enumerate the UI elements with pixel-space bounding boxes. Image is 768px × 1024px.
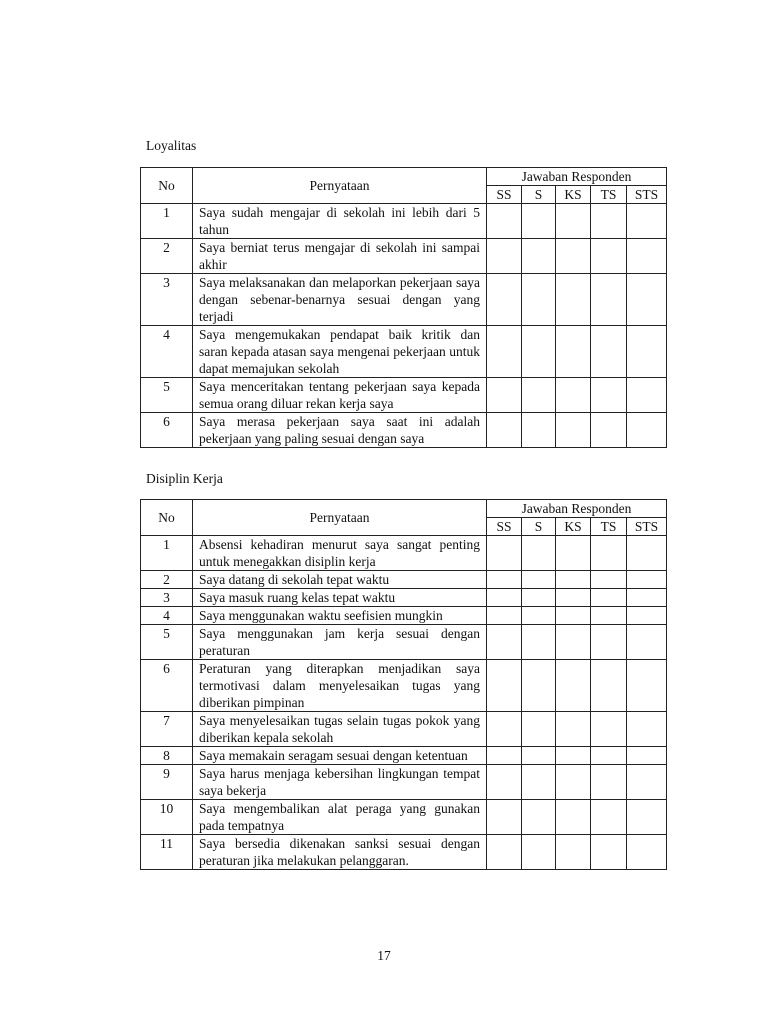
answer-cell-s[interactable]: [522, 625, 556, 660]
table-row: [141, 835, 667, 870]
answer-cell-ss[interactable]: [487, 536, 522, 571]
answer-cell-ts[interactable]: [591, 326, 627, 378]
answer-cell-ss[interactable]: [487, 765, 522, 800]
answer-cell-ss[interactable]: [487, 571, 522, 589]
answer-cell-ks[interactable]: [556, 536, 591, 571]
table-row: [141, 607, 667, 625]
answer-cell-ts[interactable]: [591, 835, 627, 870]
answer-cell-s[interactable]: [522, 835, 556, 870]
answer-cell-ss[interactable]: [487, 625, 522, 660]
answer-cell-sts[interactable]: [627, 835, 667, 870]
table-row: [141, 712, 667, 747]
answer-cell-ks[interactable]: [556, 326, 591, 378]
answer-cell-ts[interactable]: [591, 413, 627, 448]
answer-cell-s[interactable]: [522, 326, 556, 378]
row-number: 2: [141, 239, 193, 274]
answer-cell-ts[interactable]: [591, 607, 627, 625]
statement-text: Peraturan yang diterapkan menjadikan saya termotivasi dalam menyelesaikan tugas yang diberikan pimpinan: [193, 660, 487, 712]
statement-text: Saya memakain seragam sesuai dengan ketentuan: [193, 747, 487, 765]
answer-cell-s[interactable]: [522, 747, 556, 765]
answer-cell-ts[interactable]: [591, 800, 627, 835]
row-number: 11: [141, 835, 193, 870]
header-option-ss: SS: [487, 518, 522, 536]
answer-cell-ks[interactable]: [556, 571, 591, 589]
answer-cell-s[interactable]: [522, 274, 556, 326]
header-option-s: S: [522, 518, 556, 536]
row-number: 5: [141, 625, 193, 660]
answer-cell-s[interactable]: [522, 660, 556, 712]
answer-cell-sts[interactable]: [627, 800, 667, 835]
header-option-ts: TS: [591, 518, 627, 536]
answer-cell-ts[interactable]: [591, 536, 627, 571]
answer-cell-ts[interactable]: [591, 625, 627, 660]
statement-text: Saya harus menjaga kebersihan lingkungan tempat saya bekerja: [193, 765, 487, 800]
row-number: 6: [141, 413, 193, 448]
row-number: 2: [141, 571, 193, 589]
answer-cell-s[interactable]: [522, 589, 556, 607]
row-number: 4: [141, 326, 193, 378]
answer-cell-sts[interactable]: [627, 239, 667, 274]
header-no: No: [141, 500, 193, 536]
answer-cell-ks[interactable]: [556, 413, 591, 448]
table-row: [141, 571, 667, 589]
answer-cell-ss[interactable]: [487, 274, 522, 326]
table-row: [141, 239, 667, 274]
answer-cell-ts[interactable]: [591, 765, 627, 800]
answer-cell-sts[interactable]: [627, 413, 667, 448]
statement-text: Saya menyelesaikan tugas selain tugas pokok yang diberikan kepala sekolah: [193, 712, 487, 747]
answer-cell-s[interactable]: [522, 571, 556, 589]
statement-text: Absensi kehadiran menurut saya sangat penting untuk menegakkan disiplin kerja: [193, 536, 487, 571]
answer-cell-ks[interactable]: [556, 204, 591, 239]
header-option-ts: TS: [591, 186, 627, 204]
row-number: 9: [141, 765, 193, 800]
header-option-ks: KS: [556, 186, 591, 204]
answer-cell-sts[interactable]: [627, 274, 667, 326]
answer-cell-ks[interactable]: [556, 747, 591, 765]
disiplin-kerja-table: [140, 499, 667, 870]
answer-cell-ss[interactable]: [487, 747, 522, 765]
table-row: [141, 378, 667, 413]
answer-cell-sts[interactable]: [627, 625, 667, 660]
answer-cell-ks[interactable]: [556, 660, 591, 712]
statement-text: Saya menceritakan tentang pekerjaan saya kepada semua orang diluar rekan kerja saya: [193, 378, 487, 413]
statement-text: Saya melaksanakan dan melaporkan pekerjaan saya dengan sebenar-benarnya sesuai dengan yang terjadi: [193, 274, 487, 326]
answer-cell-ts[interactable]: [591, 712, 627, 747]
answer-cell-ks[interactable]: [556, 239, 591, 274]
table-row: [141, 413, 667, 448]
table-row: [141, 660, 667, 712]
row-number: 8: [141, 747, 193, 765]
statement-text: Saya mengemukakan pendapat baik kritik dan saran kepada atasan saya mengenai pekerjaan untuk dapat memajukan sekolah: [193, 326, 487, 378]
answer-cell-ss[interactable]: [487, 712, 522, 747]
answer-cell-ks[interactable]: [556, 625, 591, 660]
answer-cell-sts[interactable]: [627, 589, 667, 607]
answer-cell-s[interactable]: [522, 536, 556, 571]
row-number: 10: [141, 800, 193, 835]
header-option-sts: STS: [627, 186, 667, 204]
table-row: [141, 536, 667, 571]
table-row: [141, 625, 667, 660]
answer-cell-s[interactable]: [522, 413, 556, 448]
answer-cell-ks[interactable]: [556, 274, 591, 326]
answer-cell-s[interactable]: [522, 800, 556, 835]
answer-cell-s[interactable]: [522, 607, 556, 625]
row-number: 3: [141, 274, 193, 326]
table-row: [141, 747, 667, 765]
statement-text: Saya mengembalikan alat peraga yang gunakan pada tempatnya: [193, 800, 487, 835]
header-no: No: [141, 168, 193, 204]
answer-cell-ts[interactable]: [591, 571, 627, 589]
header-option-s: S: [522, 186, 556, 204]
header-statement: Pernyataan: [193, 168, 487, 204]
statement-text: Saya menggunakan waktu seefisien mungkin: [193, 607, 487, 625]
row-number: 6: [141, 660, 193, 712]
statement-text: Saya merasa pekerjaan saya saat ini adalah pekerjaan yang paling sesuai dengan saya: [193, 413, 487, 448]
answer-cell-ss[interactable]: [487, 204, 522, 239]
answer-cell-sts[interactable]: [627, 204, 667, 239]
answer-cell-ts[interactable]: [591, 589, 627, 607]
answer-cell-ts[interactable]: [591, 660, 627, 712]
answer-cell-ss[interactable]: [487, 800, 522, 835]
header-statement: Pernyataan: [193, 500, 487, 536]
answer-cell-s[interactable]: [522, 712, 556, 747]
answer-cell-ss[interactable]: [487, 239, 522, 274]
answer-cell-ts[interactable]: [591, 204, 627, 239]
statement-text: Saya masuk ruang kelas tepat waktu: [193, 589, 487, 607]
answer-cell-ss[interactable]: [487, 835, 522, 870]
answer-cell-sts[interactable]: [627, 747, 667, 765]
answer-cell-ts[interactable]: [591, 747, 627, 765]
answer-cell-ss[interactable]: [487, 589, 522, 607]
table-row: [141, 800, 667, 835]
header-option-sts: STS: [627, 518, 667, 536]
header-jawaban-responden: Jawaban Responden: [487, 168, 667, 186]
table-row: [141, 204, 667, 239]
row-number: 1: [141, 204, 193, 239]
statement-text: Saya berniat terus mengajar di sekolah ini sampai akhir: [193, 239, 487, 274]
answer-cell-s[interactable]: [522, 204, 556, 239]
statement-text: Saya bersedia dikenakan sanksi sesuai dengan peraturan jika melakukan pelanggaran.: [193, 835, 487, 870]
loyalitas-table: [140, 167, 667, 448]
header-option-ks: KS: [556, 518, 591, 536]
answer-cell-ts[interactable]: [591, 378, 627, 413]
answer-cell-s[interactable]: [522, 765, 556, 800]
answer-cell-ks[interactable]: [556, 800, 591, 835]
answer-cell-ks[interactable]: [556, 607, 591, 625]
row-number: 5: [141, 378, 193, 413]
answer-cell-ts[interactable]: [591, 274, 627, 326]
table-row: [141, 326, 667, 378]
table-row: [141, 274, 667, 326]
header-option-ss: SS: [487, 186, 522, 204]
answer-cell-ss[interactable]: [487, 326, 522, 378]
row-number: 3: [141, 589, 193, 607]
answer-cell-sts[interactable]: [627, 571, 667, 589]
section-title-loyalitas: Loyalitas: [146, 138, 197, 153]
answer-cell-ks[interactable]: [556, 589, 591, 607]
answer-cell-ss[interactable]: [487, 378, 522, 413]
section-title-disiplin-kerja: Disiplin Kerja: [146, 471, 223, 486]
answer-cell-ks[interactable]: [556, 835, 591, 870]
answer-cell-ss[interactable]: [487, 660, 522, 712]
answer-cell-s[interactable]: [522, 239, 556, 274]
table-row: [141, 765, 667, 800]
statement-text: Saya menggunakan jam kerja sesuai dengan peraturan: [193, 625, 487, 660]
answer-cell-ts[interactable]: [591, 239, 627, 274]
answer-cell-sts[interactable]: [627, 326, 667, 378]
table-row: [141, 589, 667, 607]
answer-cell-ss[interactable]: [487, 413, 522, 448]
statement-text: Saya datang di sekolah tepat waktu: [193, 571, 487, 589]
answer-cell-sts[interactable]: [627, 660, 667, 712]
answer-cell-sts[interactable]: [627, 607, 667, 625]
statement-text: Saya sudah mengajar di sekolah ini lebih dari 5 tahun: [193, 204, 487, 239]
row-number: 7: [141, 712, 193, 747]
answer-cell-s[interactable]: [522, 378, 556, 413]
row-number: 1: [141, 536, 193, 571]
header-jawaban-responden: Jawaban Responden: [487, 500, 667, 518]
answer-cell-sts[interactable]: [627, 765, 667, 800]
answer-cell-sts[interactable]: [627, 378, 667, 413]
answer-cell-sts[interactable]: [627, 536, 667, 571]
answer-cell-ks[interactable]: [556, 712, 591, 747]
answer-cell-ks[interactable]: [556, 765, 591, 800]
answer-cell-sts[interactable]: [627, 712, 667, 747]
answer-cell-ss[interactable]: [487, 607, 522, 625]
row-number: 4: [141, 607, 193, 625]
answer-cell-ks[interactable]: [556, 378, 591, 413]
page-number: 17: [377, 948, 391, 963]
